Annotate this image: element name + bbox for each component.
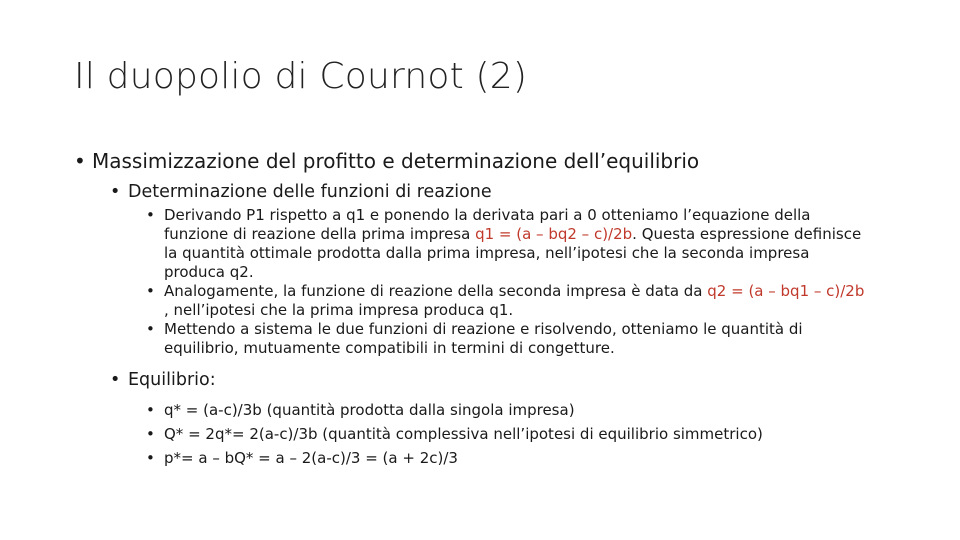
- formula-highlight: q2 = (a – bq1 – c)/2b: [707, 282, 865, 300]
- bullet-level2-equilibrium: [110, 368, 894, 392]
- bullet-text-part: , nell’ipotesi che la prima impresa produca q1.: [164, 301, 514, 319]
- bullet-dot: •: [146, 206, 155, 224]
- bullet-text: Equilibrio:: [128, 370, 216, 390]
- bullet-text: q* = (a-c)/3b (quantità prodotta dalla singola impresa): [164, 401, 575, 419]
- bullet-level1-profit: [74, 148, 894, 174]
- bullet-text-part: Mettendo a sistema le due funzioni di reazione e risolvendo, otteniamo le quantità di equilibrio, mutuamente compatibili in termini di congetture.: [164, 320, 803, 357]
- bullet-text: Massimizzazione del profitto e determinazione dell’equilibrio: [92, 149, 700, 173]
- bullet-dot: •: [146, 449, 155, 467]
- bullet-text-part: . Questa espressione definisce la quantità ottimale prodotta dalla prima impresa, nell’ipotesi che la seconda impresa produca q2.: [164, 225, 862, 281]
- slide-body: [74, 148, 894, 470]
- bullet-level3-item: [146, 398, 866, 422]
- bullet-dot: •: [146, 425, 155, 443]
- bullet-text: Determinazione delle funzioni di reazione: [128, 182, 492, 202]
- bullet-level3-item: [146, 206, 866, 282]
- bullet-text-part: Derivando P1 rispetto a q1 e ponendo la derivata pari a 0 otteniamo l’equazione della funzione di reazione della prima impresa: [164, 206, 811, 243]
- formula-highlight: q1 = (a – bq2 – c)/2b: [475, 225, 633, 243]
- bullet-text: p*= a – bQ* = a – 2(a-c)/3 = (a + 2c)/3: [164, 449, 458, 467]
- bullet-text: Q* = 2q*= 2(a-c)/3b (quantità complessiva nell’ipotesi di equilibrio simmetrico): [164, 425, 763, 443]
- bullet-level3-item: [146, 320, 866, 358]
- bullet-dot: •: [110, 370, 121, 390]
- bullet-dot: •: [110, 182, 121, 202]
- bullet-dot: •: [146, 401, 155, 419]
- bullet-level3-item: [146, 446, 866, 470]
- bullet-level3-item: [146, 282, 866, 320]
- bullet-dot: •: [74, 149, 86, 173]
- bullet-dot: •: [146, 282, 155, 300]
- bullet-dot: •: [146, 320, 155, 338]
- bullet-level2-reaction: [110, 180, 894, 204]
- bullet-text-part: Analogamente, la funzione di reazione della seconda impresa è data da: [164, 282, 708, 300]
- slide-title: Il duopolio di Cournot (2): [74, 56, 528, 97]
- bullet-level3-item: [146, 422, 866, 446]
